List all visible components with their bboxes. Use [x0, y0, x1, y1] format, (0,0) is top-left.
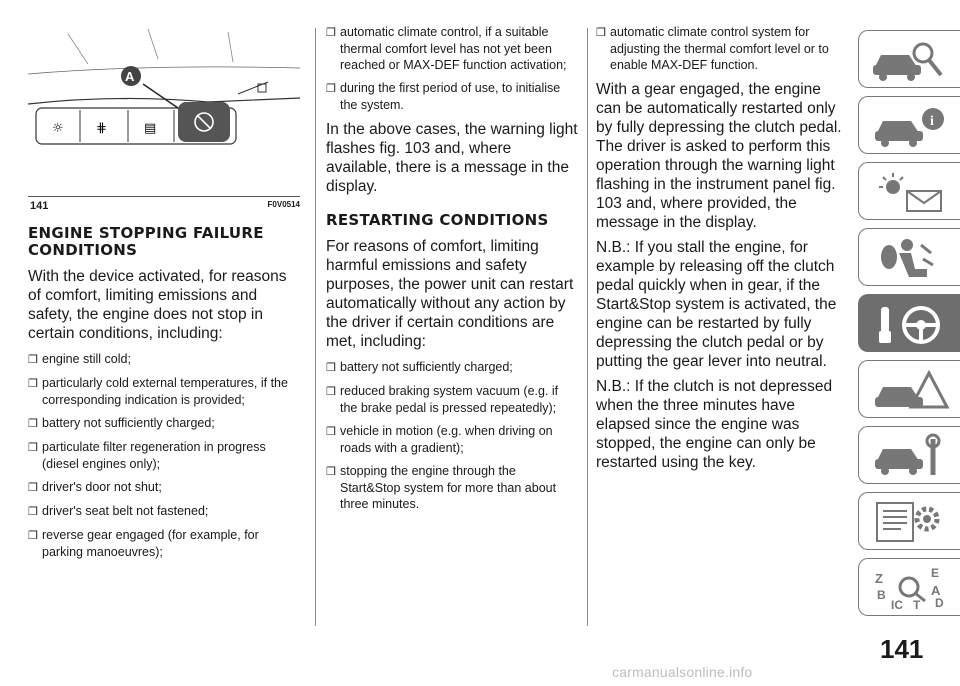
svg-text:▤: ▤ [144, 121, 157, 136]
key-steering-wheel-icon [871, 301, 951, 347]
airbag-seat-icon [871, 235, 951, 281]
bullet-box-icon: ❒ [28, 378, 38, 390]
warning-lights-message-icon [871, 169, 951, 215]
bullet-box-icon: ❒ [326, 386, 336, 398]
column-1 [28, 24, 298, 567]
tab-safety[interactable] [858, 228, 960, 286]
bullet-box-icon: ❒ [326, 83, 336, 95]
restarting-conditions-list [326, 359, 578, 512]
svg-text:T: T [913, 598, 921, 611]
alphabetical-index-icon [871, 565, 951, 611]
technical-data-gear-icon [871, 499, 951, 545]
dashboard-illustration [28, 24, 300, 196]
svg-text:IC: IC [891, 598, 903, 611]
list-item: ❒ battery not sufficiently charged; [28, 416, 215, 430]
car-wrench-icon [871, 433, 951, 479]
column-divider [315, 28, 316, 626]
list-item: ❒ automatic climate control, if a suitable thermal comfort level has not yet been reached or MAX-DEF function activation; [326, 25, 567, 72]
bullet-box-icon: ❒ [28, 530, 38, 542]
bullet-box-icon: ❒ [326, 466, 336, 478]
chapter-tabs [858, 30, 960, 624]
tab-starting-and-driving[interactable] [858, 294, 960, 352]
list-item: ❒ reverse gear engaged (for example, for parking manoeuvres); [28, 528, 259, 559]
restarting-conditions-list-continued [596, 24, 844, 73]
tab-servicing-and-care[interactable] [858, 426, 960, 484]
list-item: ❒ vehicle in motion (e.g. when driving on roads with a gradient); [326, 424, 553, 455]
bullet-box-icon: ❒ [596, 27, 606, 39]
bullet-box-icon: ❒ [326, 362, 336, 374]
svg-text:⋕: ⋕ [96, 121, 107, 136]
bullet-box-icon: ❒ [326, 426, 336, 438]
figure-callout: A [125, 69, 135, 84]
watermark: carmanualsonline.info [612, 664, 753, 680]
svg-text:☼: ☼ [52, 121, 64, 136]
tab-warning-lights[interactable] [858, 162, 960, 220]
list-item: ❒ driver's seat belt not fastened; [28, 504, 209, 518]
bullet-box-icon: ❒ [28, 506, 38, 518]
bullet-box-icon: ❒ [28, 354, 38, 366]
car-warning-triangle-icon [871, 367, 951, 413]
stopping-conditions-list [28, 351, 298, 560]
warning-light-paragraph: In the above cases, the warning light flashes fig. 103 and, where available, there is a message in the display. [326, 121, 578, 195]
svg-text:Z: Z [875, 571, 883, 586]
nb-clutch-paragraph: N.B.: If the clutch is not depressed when the three minutes have elapsed since the engine was stopped, the engine can only be restarted using the key. [596, 378, 833, 471]
list-item: ❒ reduced braking system vacuum (e.g. if the brake pedal is pressed repeatedly); [326, 384, 559, 415]
tab-dashboard[interactable] [858, 96, 960, 154]
bullet-box-icon: ❒ [28, 482, 38, 494]
list-item: ❒ during the first period of use, to initialise the system. [326, 81, 561, 112]
svg-text:B: B [877, 588, 886, 602]
figure-number: 141 [30, 200, 49, 212]
list-item: ❒ automatic climate control system for adjusting the thermal comfort level or to enable MAX-DEF function. [596, 25, 829, 72]
page-number: 141 [880, 634, 924, 664]
list-item: ❒ stopping the engine through the Start&Stop system for more than about three minutes. [326, 464, 557, 511]
list-item: ❒ particularly cold external temperatures, if the corresponding indication is provided; [28, 376, 288, 407]
tab-getting-to-know-car[interactable] [858, 30, 960, 88]
nb-stall-paragraph: N.B.: If you stall the engine, for example by releasing off the clutch pedal quickly when in gear, if the Start&Stop system is activated, the engine can be restarted by fully depressing the clutch pedal or by putting the gear lever into neutral. [596, 239, 837, 370]
heading-restarting-conditions: RESTARTING CONDITIONS [326, 211, 549, 229]
intro-paragraph: With the device activated, for reasons of comfort, limiting emissions and safety, the engine does not stop in certain conditions, including: [28, 268, 287, 342]
column-3 [596, 24, 844, 478]
figure-code: F0V0514 [267, 200, 300, 209]
bullet-box-icon: ❒ [326, 27, 336, 39]
list-item: ❒ engine still cold; [28, 352, 131, 366]
column-2 [326, 24, 578, 519]
restart-intro-paragraph: For reasons of comfort, limiting harmful emissions and safety purposes, the power unit can restart automatically without any action by the driver if certain conditions are met, including: [326, 238, 574, 350]
figure-dashboard-buttons [28, 24, 300, 212]
car-info-icon [871, 103, 951, 149]
list-item: ❒ battery not sufficiently charged; [326, 360, 513, 374]
svg-text:E: E [931, 566, 940, 580]
list-item: ❒ particulate filter regeneration in progress (diesel engines only); [28, 440, 266, 471]
bullet-box-icon: ❒ [28, 442, 38, 454]
tab-technical-data[interactable] [858, 492, 960, 550]
list-item: ❒ driver's door not shut; [28, 480, 162, 494]
svg-text:A: A [931, 583, 941, 598]
tab-in-an-emergency[interactable] [858, 360, 960, 418]
column-divider [587, 28, 588, 626]
stopping-conditions-list-continued [326, 24, 578, 113]
heading-engine-stopping-failure: ENGINE STOPPING FAILURE CONDITIONS [28, 224, 264, 259]
svg-text:i: i [930, 114, 934, 129]
car-search-icon [871, 37, 951, 83]
gear-engaged-paragraph: With a gear engaged, the engine can be automatically restarted only by fully depressing the clutch pedal. The driver is asked to perform this operation through the warning light flashing in the instrument panel fig. 103 and, where provided, the message in the display. [596, 81, 842, 231]
svg-text:D: D [935, 596, 944, 610]
bullet-box-icon: ❒ [28, 418, 38, 430]
tab-index[interactable] [858, 558, 960, 616]
